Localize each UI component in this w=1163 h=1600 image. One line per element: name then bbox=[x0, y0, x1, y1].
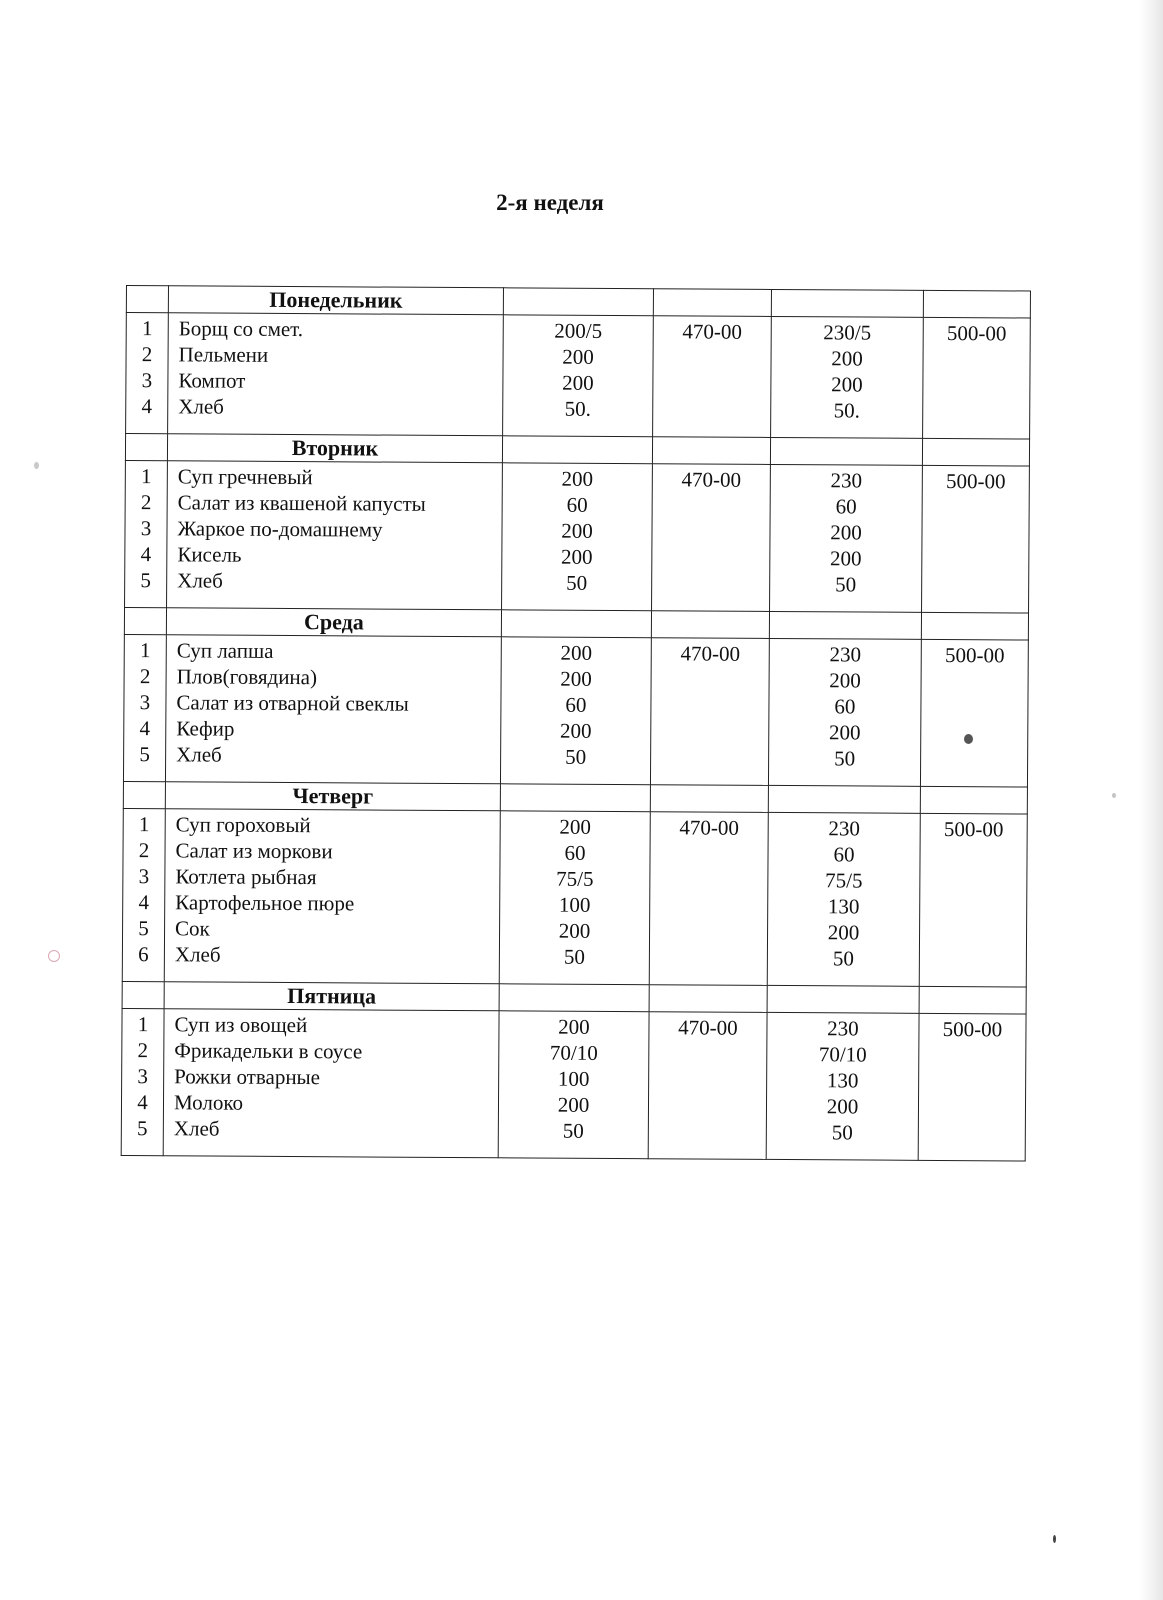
item-number: 1 bbox=[138, 812, 150, 837]
portion-weight: 75/5 bbox=[825, 868, 863, 893]
dish-name: Салат из отварной свеклы bbox=[176, 690, 409, 716]
price: 470-00 bbox=[679, 815, 740, 840]
item-number: 3 bbox=[141, 368, 153, 393]
portion-weight: 200 bbox=[831, 346, 863, 371]
portion-weight: 50. bbox=[564, 396, 591, 421]
dish-name: Салат из квашеной капусты bbox=[177, 490, 426, 516]
portion-weight: 50 bbox=[834, 746, 856, 771]
price-b-cell bbox=[923, 317, 1031, 439]
price: 500-00 bbox=[943, 817, 1004, 842]
portion-weight: 200 bbox=[826, 1094, 859, 1119]
item-number: 1 bbox=[139, 638, 151, 663]
portion-b-cell bbox=[768, 638, 921, 786]
portion-weight: 130 bbox=[826, 1068, 859, 1093]
day-name: Пятница bbox=[164, 982, 499, 1011]
dish-name: Котлета рыбная bbox=[175, 864, 317, 890]
dish-list-cell bbox=[168, 313, 504, 436]
portion-weight: 75/5 bbox=[556, 866, 594, 891]
dish-name: Суп лапша bbox=[176, 638, 274, 663]
empty-cell bbox=[501, 610, 651, 638]
price-a-cell bbox=[648, 1012, 767, 1160]
dish-name: Пельмени bbox=[178, 342, 269, 367]
dish-list-cell bbox=[165, 635, 501, 784]
item-number: 5 bbox=[137, 1116, 148, 1141]
price: 500-00 bbox=[946, 321, 1007, 346]
portion-weight: 200 bbox=[557, 1092, 590, 1117]
portion-weight: 230 bbox=[828, 816, 861, 841]
item-number: 1 bbox=[137, 1012, 149, 1037]
empty-cell bbox=[919, 986, 1026, 1014]
portion-weight: 200 bbox=[829, 668, 861, 693]
empty-cell bbox=[652, 437, 770, 465]
item-number: 4 bbox=[137, 1090, 148, 1115]
portion-weight: 60 bbox=[835, 494, 857, 519]
day-menu-row bbox=[121, 1008, 1026, 1161]
price: 470-00 bbox=[680, 641, 741, 666]
item-number: 2 bbox=[138, 838, 150, 863]
portion-b-cell bbox=[767, 812, 920, 986]
empty-cell bbox=[123, 781, 165, 808]
dish-name: Фрикадельки в соусе bbox=[174, 1038, 363, 1064]
price-b-cell bbox=[922, 465, 1030, 613]
dish-name: Салат из моркови bbox=[175, 838, 333, 864]
portion-weight: 100 bbox=[557, 1066, 590, 1091]
dish-name: Хлеб bbox=[177, 568, 223, 593]
portion-weight: 200 bbox=[562, 370, 594, 395]
portion-weight: 200 bbox=[559, 718, 592, 743]
portion-weight: 60 bbox=[564, 840, 586, 865]
price-a-cell bbox=[652, 464, 771, 612]
dish-name: Хлеб bbox=[178, 394, 224, 419]
portion-weight: 50 bbox=[562, 1118, 584, 1143]
day-menu-row bbox=[126, 313, 1031, 440]
dish-list-cell bbox=[163, 1009, 499, 1158]
dish-name: Хлеб bbox=[173, 1116, 220, 1141]
dish-name: Компот bbox=[178, 368, 246, 393]
price-b-cell bbox=[920, 639, 1028, 787]
empty-cell bbox=[769, 611, 921, 639]
item-number-cell bbox=[121, 1008, 164, 1155]
item-number: 3 bbox=[140, 516, 152, 541]
item-number: 4 bbox=[138, 890, 150, 915]
price: 500-00 bbox=[942, 1017, 1003, 1042]
item-number: 4 bbox=[139, 716, 151, 741]
price: 500-00 bbox=[944, 643, 1005, 668]
item-number-cell bbox=[122, 808, 165, 981]
item-number: 6 bbox=[138, 942, 149, 967]
portion-a-cell bbox=[498, 1011, 649, 1159]
item-number-cell bbox=[123, 634, 166, 781]
day-name: Четверг bbox=[165, 782, 500, 811]
empty-cell bbox=[503, 288, 653, 316]
portion-weight: 70/10 bbox=[549, 1040, 598, 1065]
day-menu-row bbox=[125, 460, 1030, 613]
dish-name: Хлеб bbox=[174, 942, 221, 967]
portion-weight: 230 bbox=[827, 1016, 859, 1041]
price-a-cell bbox=[649, 812, 768, 986]
dish-list-cell bbox=[164, 809, 500, 984]
day-name: Среда bbox=[166, 608, 501, 637]
dish-name: Кисель bbox=[177, 542, 242, 567]
portion-weight: 60 bbox=[566, 492, 588, 517]
weekly-menu-table bbox=[121, 285, 1031, 1162]
portion-a-cell bbox=[502, 463, 653, 611]
scan-speck bbox=[34, 462, 39, 469]
portion-b-cell bbox=[766, 1012, 919, 1160]
dish-name: Картофельное пюре bbox=[175, 890, 355, 916]
dish-name: Молоко bbox=[173, 1090, 244, 1115]
empty-cell bbox=[651, 611, 769, 639]
portion-weight: 200 bbox=[560, 666, 592, 691]
price: 470-00 bbox=[682, 319, 743, 344]
item-number: 3 bbox=[137, 1064, 148, 1089]
portion-weight: 230/5 bbox=[823, 320, 872, 345]
item-number: 3 bbox=[139, 690, 151, 715]
empty-cell bbox=[126, 286, 168, 313]
item-number: 4 bbox=[140, 542, 152, 567]
portion-weight: 50 bbox=[566, 570, 588, 595]
empty-cell bbox=[122, 981, 164, 1008]
dish-name: Суп из овощей bbox=[174, 1012, 308, 1038]
portion-weight: 60 bbox=[565, 692, 587, 717]
page-edge-shadow bbox=[1139, 0, 1163, 1600]
item-number: 2 bbox=[139, 664, 151, 689]
empty-cell bbox=[653, 289, 771, 317]
portion-weight: 50. bbox=[833, 398, 860, 423]
item-number: 2 bbox=[141, 342, 153, 367]
portion-weight: 70/10 bbox=[818, 1042, 867, 1067]
item-number: 1 bbox=[141, 464, 152, 489]
item-number-cell bbox=[126, 313, 169, 434]
empty-cell bbox=[768, 785, 920, 813]
portion-b-cell bbox=[771, 316, 924, 438]
item-number: 2 bbox=[137, 1038, 149, 1063]
empty-cell bbox=[502, 436, 652, 464]
item-number: 3 bbox=[138, 864, 150, 889]
empty-cell bbox=[649, 985, 767, 1013]
dish-name: Хлеб bbox=[176, 742, 222, 767]
scan-speck bbox=[1053, 1535, 1056, 1543]
portion-weight: 50 bbox=[565, 744, 587, 769]
dish-name: Сок bbox=[174, 916, 210, 941]
empty-cell bbox=[771, 289, 923, 317]
dish-name: Рожки отварные bbox=[174, 1064, 321, 1090]
price: 470-00 bbox=[681, 467, 742, 492]
portion-weight: 130 bbox=[827, 894, 860, 919]
empty-cell bbox=[500, 784, 650, 812]
price: 470-00 bbox=[678, 1015, 738, 1040]
dish-name: Плов(говядина) bbox=[176, 664, 318, 690]
portion-weight: 200 bbox=[560, 640, 593, 665]
page-title: 2-я неделя bbox=[496, 190, 604, 215]
portion-weight: 200 bbox=[561, 544, 593, 569]
empty-cell bbox=[125, 434, 167, 461]
portion-weight: 230 bbox=[829, 642, 862, 667]
dish-name: Суп гречневый bbox=[177, 464, 313, 490]
item-number: 1 bbox=[141, 316, 153, 341]
item-number: 5 bbox=[139, 742, 150, 767]
portion-weight: 200 bbox=[561, 518, 593, 543]
empty-cell bbox=[921, 612, 1028, 640]
portion-weight: 200 bbox=[561, 466, 594, 491]
portion-a-cell bbox=[503, 315, 654, 437]
portion-weight: 200 bbox=[830, 520, 862, 545]
portion-weight: 100 bbox=[558, 892, 591, 917]
price-b-cell bbox=[918, 1013, 1026, 1161]
portion-a-cell bbox=[500, 637, 651, 785]
dish-list-cell bbox=[167, 461, 503, 610]
dish-name: Кефир bbox=[176, 716, 235, 741]
item-number: 5 bbox=[140, 568, 152, 593]
portion-weight: 60 bbox=[834, 694, 856, 719]
empty-cell bbox=[920, 786, 1027, 814]
portion-b-cell bbox=[770, 464, 923, 612]
portion-weight: 200 bbox=[830, 546, 862, 571]
item-number: 4 bbox=[141, 394, 153, 419]
portion-weight: 200 bbox=[558, 918, 591, 943]
portion-weight: 200 bbox=[827, 920, 860, 945]
empty-cell bbox=[770, 437, 922, 465]
portion-weight: 50 bbox=[832, 946, 854, 971]
empty-cell bbox=[767, 985, 919, 1013]
item-number-cell bbox=[125, 460, 168, 607]
price: 500-00 bbox=[945, 469, 1006, 494]
portion-a-cell bbox=[499, 811, 650, 985]
portion-weight: 200 bbox=[831, 372, 863, 397]
portion-weight: 50 bbox=[831, 1120, 853, 1145]
portion-weight: 50 bbox=[563, 944, 585, 969]
price-b-cell bbox=[919, 813, 1027, 987]
scan-speck bbox=[1112, 793, 1116, 798]
portion-weight: 200 bbox=[828, 720, 861, 745]
portion-weight: 200/5 bbox=[554, 318, 603, 343]
dish-name: Жаркое по-домашнему bbox=[177, 516, 383, 542]
item-number: 2 bbox=[140, 490, 152, 515]
portion-weight: 60 bbox=[833, 842, 855, 867]
day-menu-row bbox=[122, 808, 1027, 987]
portion-weight: 200 bbox=[562, 344, 594, 369]
day-name: Вторник bbox=[167, 434, 502, 463]
portion-weight: 230 bbox=[830, 468, 863, 493]
portion-weight: 50 bbox=[835, 572, 857, 597]
portion-weight: 200 bbox=[559, 814, 592, 839]
empty-cell bbox=[124, 607, 166, 634]
item-number: 5 bbox=[138, 916, 149, 941]
portion-weight: 200 bbox=[558, 1014, 590, 1039]
dish-name: Суп гороховый bbox=[175, 812, 311, 838]
day-menu-row bbox=[123, 634, 1028, 787]
price-a-cell bbox=[653, 316, 772, 438]
dish-name: Борщ со смет. bbox=[178, 316, 304, 342]
empty-cell bbox=[923, 290, 1030, 318]
scan-speck bbox=[48, 950, 60, 962]
day-name: Понедельник bbox=[168, 286, 503, 315]
empty-cell bbox=[922, 438, 1029, 466]
empty-cell bbox=[499, 984, 649, 1012]
price-a-cell bbox=[650, 638, 769, 786]
scan-speck bbox=[964, 734, 973, 744]
empty-cell bbox=[650, 785, 768, 813]
